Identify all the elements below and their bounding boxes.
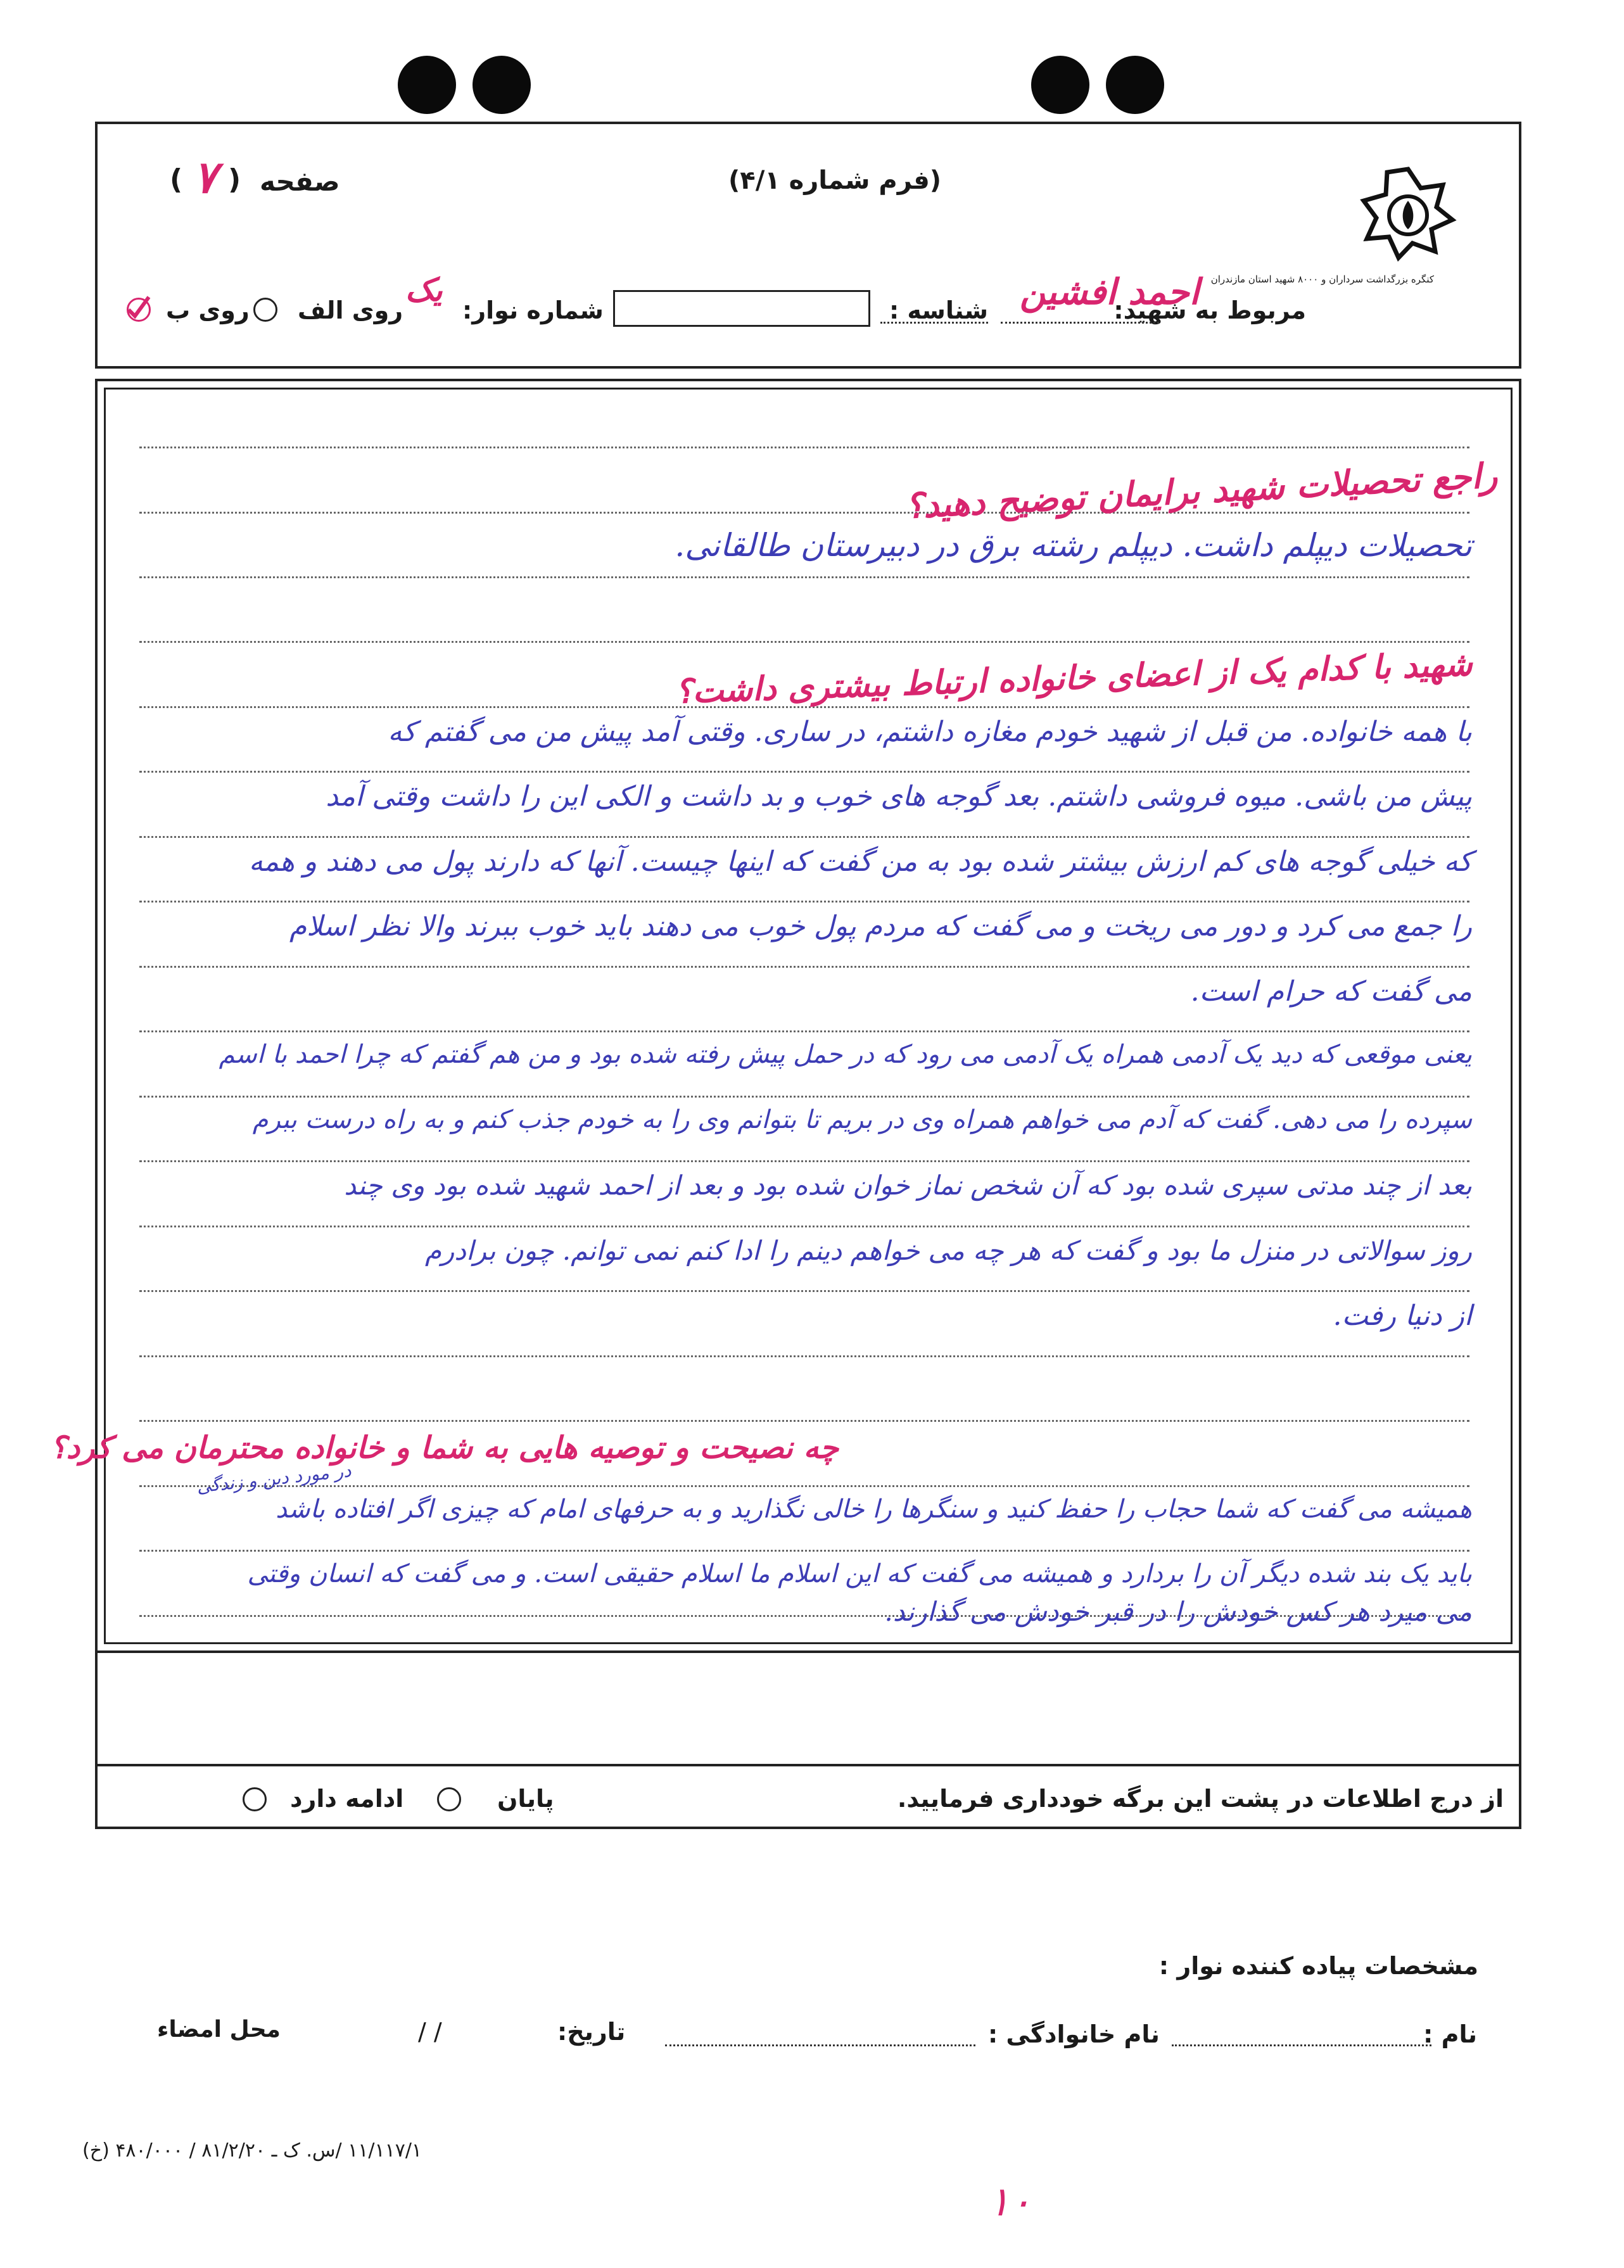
ruled-line	[139, 1160, 1469, 1162]
end-radio[interactable]	[437, 1787, 461, 1811]
date-slashes: / /	[418, 2018, 442, 2046]
date-label: تاریخ:	[557, 2018, 626, 2046]
transcriber-title: مشخصات پیاده کننده نوار :	[1158, 1952, 1478, 1980]
handwritten-page-number: ۱۰	[988, 2179, 1032, 2226]
ruled-line	[139, 1030, 1469, 1032]
page-number-close: )	[170, 163, 183, 196]
side-b-radio[interactable]	[127, 298, 151, 322]
ruled-line	[139, 771, 1469, 773]
answer-2-line-3: که خیلی گوجه های کم ارزش بیشتر شده بود به من گفت که اینها چیست. آنها که دارند پول می دهند و همه	[248, 846, 1472, 878]
end-label: پایان	[497, 1785, 554, 1813]
ruled-line	[139, 901, 1469, 903]
answer-2-line-6: یعنی موقعی که دید یک آدمی همراه یک آدمی می رود که در حمل پیش رفته شده بود و من هم گفتم که چرا احمد با اسم	[219, 1040, 1472, 1069]
ruled-line	[139, 641, 1469, 643]
continues-radio[interactable]	[243, 1787, 267, 1811]
answer-2-line-10: از دنیا رفت.	[1333, 1300, 1472, 1332]
punch-hole-right-1	[1031, 56, 1089, 114]
name-dotted-line	[1172, 2044, 1431, 2046]
logo-caption: کنگره بزرگداشت سرداران و ۸۰۰۰ شهید استان مازندران	[1210, 274, 1434, 285]
answer-3-line-1: همیشه می گفت که شما حجاب را حفظ کنید و سنگرها را خالی نگذارید و به حرفهای امام که چیزی اگر افتاده باشد	[276, 1495, 1472, 1524]
answer-2-line-7: سپرده را می دهی. گفت که آدم می خواهم همراه وی در بریم تا بتوانم وی را به خودم جذب کنم و به راه درست ببرم	[252, 1105, 1472, 1134]
id-label: شناسه :	[889, 296, 988, 324]
side-a-radio[interactable]	[253, 298, 277, 322]
answer-2-line-4: را جمع می کرد و دور می ریخت و می گفت که مردم پول خوب می دهند باید خوب ببرند والا نظر اسلام	[289, 910, 1472, 942]
martyr-label: مربوط به شهید:	[1113, 296, 1306, 324]
ruled-line	[139, 1420, 1469, 1422]
answer-1-line-1: تحصیلات دیپلم داشت. دیپلم رشته برق در دبیرستان طالقانی.	[675, 527, 1472, 564]
ruled-line	[139, 1290, 1469, 1292]
punch-hole-right-2	[1106, 56, 1164, 114]
side-a-label: روی الف	[298, 296, 403, 324]
ruled-line	[139, 576, 1469, 578]
martyr-dotted-line	[1001, 322, 1159, 324]
martyr-value: احمد افشین	[1020, 271, 1200, 313]
family-label: نام خانوادگی :	[988, 2020, 1160, 2048]
punch-hole-left-2	[473, 56, 531, 114]
header-box	[95, 122, 1521, 369]
ruled-line	[139, 512, 1469, 514]
logo	[1361, 166, 1456, 261]
question-3-note: در مورد دین و زندگی	[195, 1460, 352, 1497]
check-mark-icon	[125, 295, 153, 322]
ruled-line	[139, 1226, 1469, 1227]
punch-hole-left-1	[398, 56, 456, 114]
ruled-line	[139, 1550, 1469, 1552]
tape-label: شماره نوار:	[462, 296, 604, 324]
question-3: چه نصیحت و توصیه هایی به شما و خانواده محترمان می کرد؟	[50, 1430, 839, 1466]
ruled-line	[139, 966, 1469, 968]
signature-label: محل امضاء	[157, 2017, 281, 2043]
answer-2-line-1: با همه خانواده. من قبل از شهید خودم مغازه داشتم، در ساری. وقتی آمد پیش من می گفتم که	[388, 716, 1472, 748]
answer-3-line-2: باید یک بند شده دیگر آن را بردارد و همیشه می گفت که این اسلام ما اسلام حقیقی است. و می گفت که انسان وقتی	[247, 1559, 1472, 1588]
ruled-line	[139, 1485, 1469, 1487]
answer-2-line-8: بعد از چند مدتی سپری شده بود که آن شخص نماز خوان شده بود و بعد از احمد شهید شده بود وی چند	[344, 1170, 1472, 1201]
question-1: راجع تحصیلات شهید برایمان توضیح دهید؟	[904, 455, 1499, 526]
answer-2-line-5: می گفت که حرام است.	[1190, 975, 1472, 1008]
tape-value: یک	[405, 271, 443, 308]
ruled-line	[139, 836, 1469, 838]
page-number-open: (	[228, 163, 241, 196]
instruction-text: از درج اطلاعات در پشت این برگه خودداری فرمایید.	[897, 1785, 1504, 1813]
form-number: (فرم شماره ۴/۱)	[728, 166, 942, 195]
answer-2-line-2: پیش من باشی. میوه فروشی داشتم. بعد گوجه های خوب و بد داشت و الکی این را داشت وقتی آمد	[326, 780, 1472, 813]
id-input-box[interactable]	[613, 290, 870, 327]
ruled-line	[139, 1096, 1469, 1098]
answer-3-line-3: می میرد هر کس خودش را در قبر خودش می گذارند.	[884, 1596, 1472, 1627]
ruled-line	[139, 1355, 1469, 1357]
form-code: ۱۱/۱۱۷/۱ /س. ک ـ ۸۱/۲/۲۰ / ۴۸۰/۰۰۰ (خ)	[82, 2139, 422, 2162]
family-dotted-line	[665, 2044, 975, 2046]
page-number: ۷	[193, 151, 217, 203]
ruled-line	[139, 447, 1469, 448]
answer-2-line-9: روز سوالاتی در منزل ما بود و گفت که هر چه می خواهم دینم را ادا کنم نمی توانم. چون برادرم	[425, 1235, 1472, 1266]
name-label: نام :	[1423, 2020, 1477, 2048]
star-seal-icon	[1361, 166, 1456, 261]
id-dotted-line	[880, 322, 988, 324]
question-2: شهید با کدام یک از اعضای خانواده ارتباط بیشتری داشت؟	[674, 645, 1473, 711]
page-label: صفحه	[260, 166, 340, 197]
continues-label: ادامه دارد	[290, 1785, 404, 1813]
side-b-label: روی ب	[166, 296, 250, 324]
